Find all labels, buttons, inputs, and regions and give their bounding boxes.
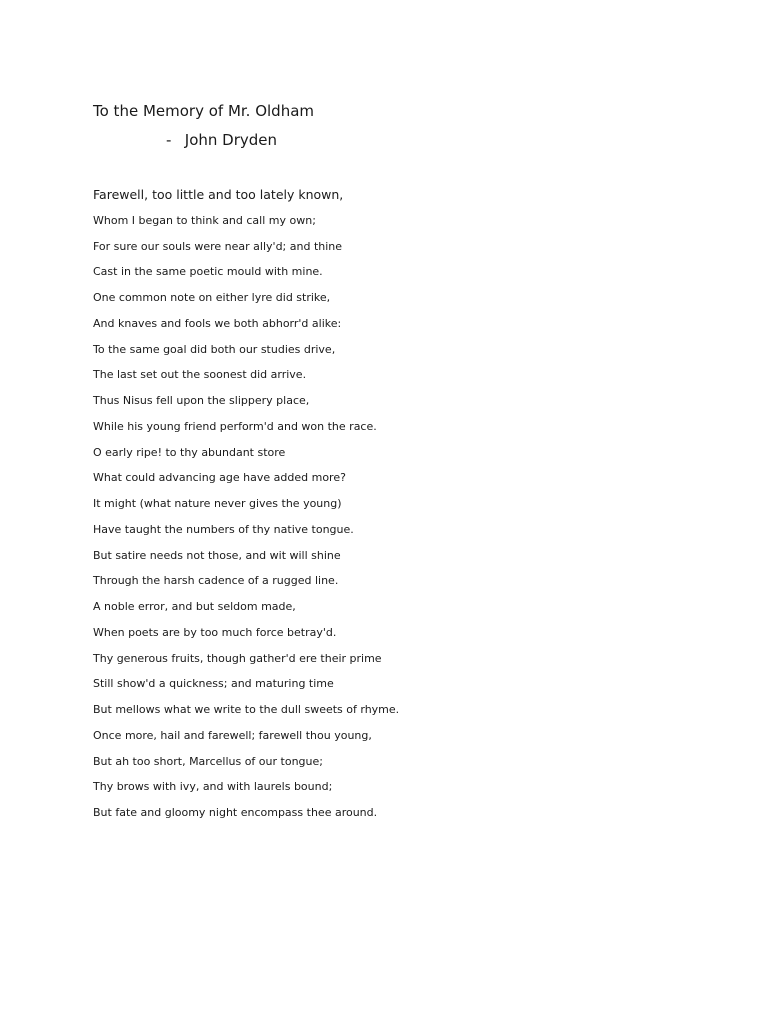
author-dash: - (166, 131, 172, 149)
poem-line: But satire needs not those, and wit will shine (93, 548, 341, 562)
poem-line: It might (what nature never gives the young) (93, 497, 342, 510)
poem-line: O early ripe! to thy abundant store (93, 445, 286, 459)
poem-line: Thy brows with ivy, and with laurels bound; (93, 780, 333, 794)
poem-line: And knaves and fools we both abhorr'd alike: (93, 316, 342, 330)
poem-line: But mellows what we write to the dull sweets of rhyme. (93, 703, 400, 716)
poem-line: Have taught the numbers of thy native tongue. (93, 522, 354, 536)
poem-line: The last set out the soonest did arrive. (93, 368, 307, 382)
poem-line: Thy generous fruits, though gather'd ere their prime (93, 651, 382, 665)
poem-line: While his young friend perform'd and won the race. (93, 419, 377, 433)
poem-author-line (166, 130, 277, 150)
poem-body (93, 186, 399, 830)
poem-author: John Dryden (184, 131, 278, 149)
poem-line: But ah too short, Marcellus of our tongue; (93, 754, 323, 768)
poem-line: Farewell, too little and too lately known, (93, 187, 344, 202)
poem-line: Cast in the same poetic mould with mine. (93, 265, 323, 279)
poem-line: But fate and gloomy night encompass thee around. (93, 806, 378, 819)
poem-line: Whom I began to think and call my own; (93, 213, 316, 227)
poem-title: To the Memory of Mr. Oldham (93, 102, 315, 120)
poem-line: To the same goal did both our studies drive, (93, 342, 336, 356)
poem-line: What could advancing age have added more? (93, 471, 346, 485)
poem-line: Thus Nisus fell upon the slippery place, (93, 394, 310, 407)
poem-line: Through the harsh cadence of a rugged line. (93, 574, 339, 588)
poem-line: For sure our souls were near ally'd; and thine (93, 239, 343, 253)
poem-line: When poets are by too much force betray'd. (93, 625, 337, 639)
poem-line: One common note on either lyre did strike, (93, 291, 331, 304)
poem-line: Still show'd a quickness; and maturing time (93, 677, 334, 691)
poem-line: Once more, hail and farewell; farewell thou young, (93, 728, 372, 742)
poem-line: A noble error, and but seldom made, (93, 600, 296, 613)
